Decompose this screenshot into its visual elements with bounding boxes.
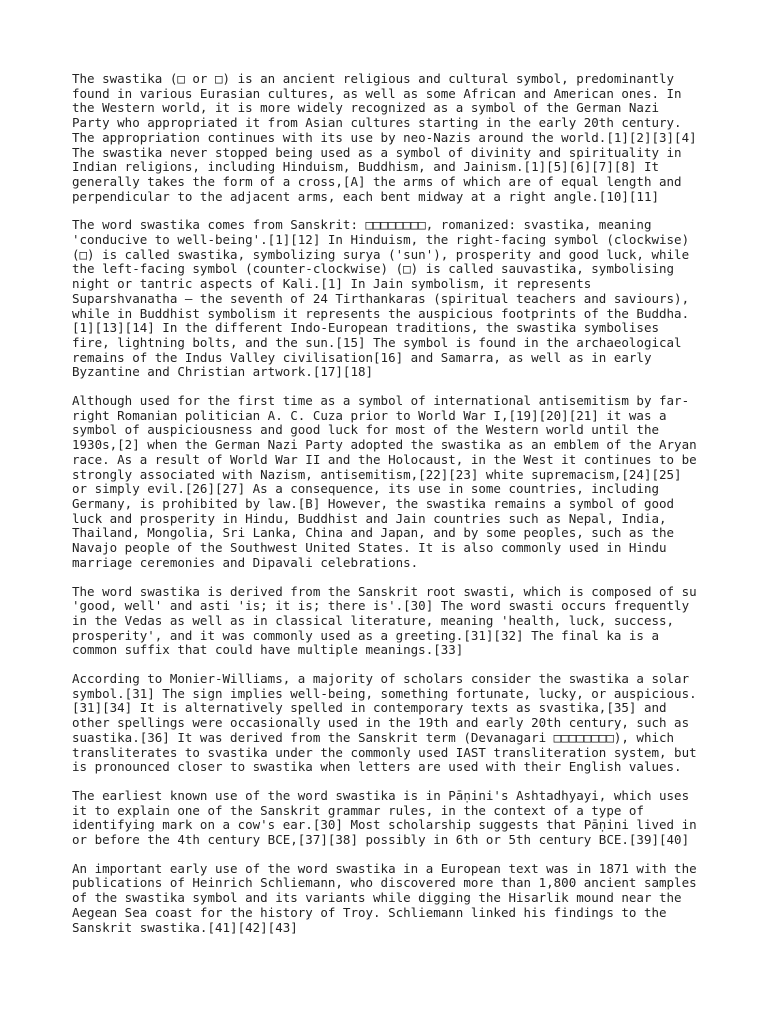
paragraph-panini: The earliest known use of the word swastika is in Pāṇini's Ashtadhyayi, which uses it to explain one of the Sanskrit grammar rules, in the context of a type of identifying mark on a cow's ear.[30] Most scholarship suggests that Pāṇini lived in or before the 4th century BCE,[37][38] possibly in 6th or 5th century BCE.[39][40] bbox=[72, 787, 697, 848]
paragraph-western-use: Although used for the first time as a symbol of international antisemitism by far- right Romanian politician A. C. Cuza prior to World War I,[19][20][21] it was a symbol of auspiciousness and good luck for most of the Western world until the 1930s,[2] when the German Nazi Party adopted the swastika as an emblem of the Aryan race. As a result of World War II and the Holocaust, in the West it continues to be strongly associated with Nazism, antisemitism,[22][23] white supremacism,[24][25] or simply evil.[26][27] As a consequence, its use in some countries, including Germany, is prohibited by law.[B] However, the swastika remains a symbol of good luck and prosperity in Hindu, Buddhist and Jain countries such as Nepal, India, Thailand, Mongolia, Sri Lanka, China and Japan, and by some peoples, such as the Navajo people of the Southwest United States. It is also commonly used in Hindu marriage ceremonies and Dipavali celebrations. bbox=[72, 393, 697, 570]
paragraph-monier-williams: According to Monier-Williams, a majority of scholars consider the swastika a solar symbol.[31] The sign implies well-being, something fortunate, lucky, or auspicious. [31][34] It is alternatively spelled in contemporary texts as svastika,[35] and other spellings were occasionally used in the 19th and early 20th century, such as suastika.[36] It was derived from the Sanskrit term (Devanagari □□□□□□□□), which transliterates to svastika under the commonly used IAST transliteration system, but is pronounced closer to swastika when letters are used with their English values. bbox=[72, 671, 697, 775]
paragraph-intro: The swastika (□ or □) is an ancient religious and cultural symbol, predominantly found in various Eurasian cultures, as well as some African and American ones. In the Western world, it is more widely recognized as a symbol of the German Nazi Party who appropriated it from Asian cultures starting in the early 20th century. The appropriation continues with its use by neo-Nazis around the world.[1][2][3][4] The swastika never stopped being used as a symbol of divinity and spirituality in Indian religions, including Hinduism, Buddhism, and Jainism.[1][5][6][7][8] It generally takes the form of a cross,[A] the arms of which are of equal length and perpendicular to the adjacent arms, each bent midway at a right angle.[10][11] bbox=[72, 71, 697, 204]
paragraph-schliemann: An important early use of the word swastika in a European text was in 1871 with the publications of Heinrich Schliemann, who discovered more than 1,800 ancient samples of the swastika symbol and its variants while digging the Hisarlik mound near the Aegean Sea coast for the history of Troy. Schliemann linked his findings to the Sanskrit swastika.[41][42][43] bbox=[72, 860, 697, 935]
paragraph-etymology-sanskrit: The word swastika comes from Sanskrit: □□□□□□□□, romanized: svastika, meaning 'conducive to well-being'.[1][12] In Hinduism, the right-facing symbol (clockwise) (□) is called swastika, symbolizing surya ('sun'), prosperity and good luck, while the left-facing symbol (counter-clockwise) (□) is called sauvastika, symbolising night or tantric aspects of Kali.[1] In Jain symbolism, it represents Suparshvanatha – the seventh of 24 Tirthankaras (spiritual teachers and saviours), while in Buddhist symbolism it represents the auspicious footprints of the Buddha. [1][13][14] In the different Indo-European traditions, the swastika symbolises fire, lightning bolts, and the sun.[15] The symbol is found in the archaeological remains of the Indus Valley civilisation[16] and Samarra, as well as in early Byzantine and Christian artwork.[17][18] bbox=[72, 217, 690, 380]
document-body bbox=[72, 72, 702, 949]
paragraph-word-derivation: The word swastika is derived from the Sanskrit root swasti, which is composed of su 'good, well' and asti 'is; it is; there is'.[30] The word swasti occurs frequently in the Vedas as well as in classical literature, meaning 'health, luck, success, prosperity', and it was commonly used as a greeting.[31][32] The final ka is a common suffix that could have multiple meanings.[33] bbox=[72, 583, 697, 658]
